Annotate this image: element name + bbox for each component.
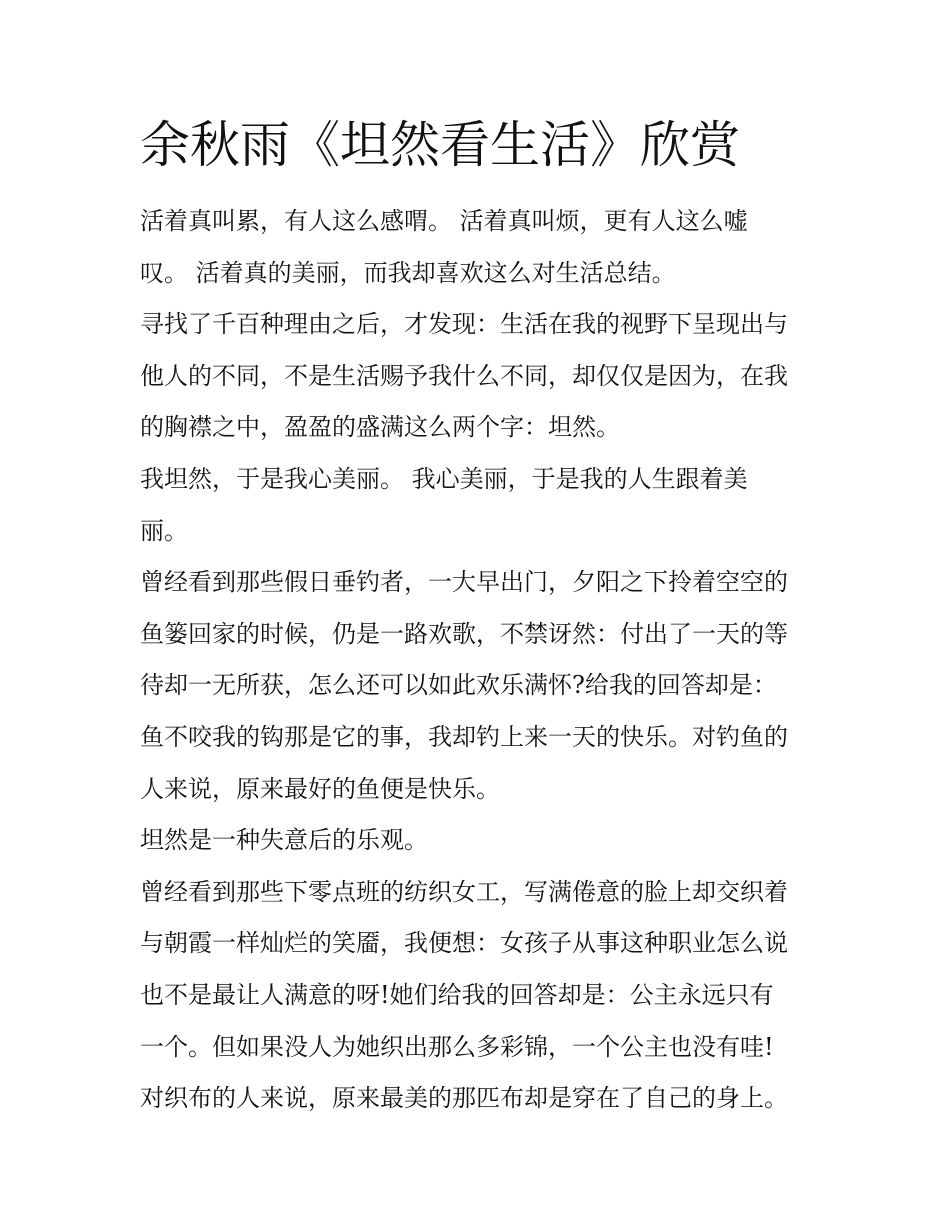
text-line: 坦然是一种失意后的乐观。: [140, 826, 428, 855]
text-line: 我坦然，于是我心美丽。 我心美丽，于是我的人生跟着美: [140, 464, 748, 493]
text-line: 活着真叫累，有人这么感喟。 活着真叫烦，更有人这么嘘: [140, 207, 748, 235]
text-line: 人来说，原来最好的鱼便是快乐。: [140, 774, 500, 803]
text-line: 寻找了千百种理由之后，才发现：生活在我的视野下呈现出与: [140, 310, 788, 339]
text-line: 的胸襟之中，盈盈的盛满这么两个字：坦然。: [140, 413, 620, 442]
text-line: 他人的不同，不是生活赐予我什么不同，却仅仅是因为，在我: [140, 361, 788, 390]
text-line: 与朝霞一样灿烂的笑靥，我便想：女孩子从事这种职业怎么说: [140, 929, 788, 958]
text-line: 对织布的人来说，原来最美的那匹布却是穿在了自己的身上。: [140, 1084, 788, 1113]
text-line: 曾经看到那些下零点班的纺织女工，写满倦意的脸上却交织着: [140, 877, 788, 906]
text-line: 一个。但如果没人为她织出那么多彩锦，一个公主也没有哇!: [140, 1032, 774, 1061]
text-line: 待却一无所获，怎么还可以如此欢乐满怀?给我的回答却是：: [140, 671, 777, 700]
text-line: 丽。: [140, 516, 188, 545]
document-title: 余秋雨《坦然看生活》欣赏: [140, 116, 740, 174]
text-line: 也不是最让人满意的呀!她们给我的回答却是：公主永远只有: [140, 980, 774, 1009]
text-line: 鱼不咬我的钩那是它的事，我却钓上来一天的快乐。对钓鱼的: [140, 722, 788, 751]
text-line: 鱼篓回家的时候，仍是一路欢歌，不禁讶然：付出了一天的等: [140, 619, 788, 648]
document-body: [140, 196, 830, 1125]
text-line: 曾经看到那些假日垂钓者，一大早出门，夕阳之下拎着空空的: [140, 568, 788, 597]
text-line: 叹。 活着真的美丽，而我却喜欢这么对生活总结。: [140, 258, 676, 287]
